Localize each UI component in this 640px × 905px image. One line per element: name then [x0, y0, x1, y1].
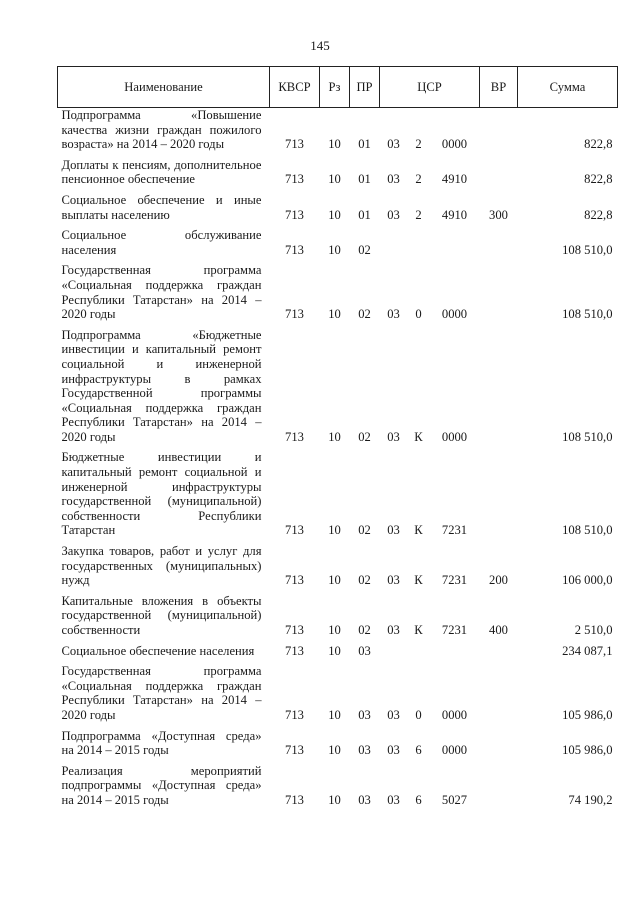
cell-vr [480, 263, 518, 327]
table-row [58, 263, 618, 327]
cell-pr: 02 [358, 307, 371, 322]
cell-kvsr: 713 [285, 429, 304, 444]
cell-name: Государственная программа «Социальная поддержка граждан Республики Татарстан» на 2014 – 2020 годы [61, 263, 262, 322]
cell-pr: 02 [358, 523, 371, 538]
cell-csr-program: 03 [387, 523, 400, 538]
cell-kvsr: 713 [285, 523, 304, 538]
cell-csr-subprogram: 2 [415, 172, 422, 187]
cell-pr: 03 [358, 707, 371, 722]
cell-vr [480, 328, 518, 451]
cell-rz: 10 [328, 623, 341, 637]
header-csr: ЦСР [380, 67, 480, 108]
cell-vr [480, 108, 518, 158]
cell-csr-direction: 7231 [441, 523, 468, 538]
cell-rz: 10 [328, 242, 341, 257]
cell-sum: 234 087,1 [562, 643, 613, 658]
cell-csr-subprogram: 6 [415, 792, 422, 807]
table-row [58, 764, 618, 814]
cell-pr: 01 [358, 137, 371, 152]
cell-csr-direction: 4910 [441, 207, 468, 222]
cell-kvsr: 713 [285, 242, 304, 257]
cell-kvsr: 713 [285, 137, 304, 152]
cell-vr: 400 [489, 623, 508, 637]
cell-csr-direction: 0000 [441, 743, 468, 758]
cell-vr [480, 228, 518, 263]
cell-name: Подпрограмма «Доступная среда» на 2014 – 2015 годы [61, 728, 262, 758]
cell-sum: 108 510,0 [562, 429, 613, 444]
cell-rz: 10 [328, 207, 341, 222]
table-row [58, 228, 618, 263]
cell-vr [480, 729, 518, 764]
cell-name: Реализация мероприятий подпрограммы «Доступная среда» на 2014 – 2015 годы [61, 763, 262, 807]
cell-vr [480, 764, 518, 814]
cell-pr: 01 [358, 207, 371, 222]
cell-sum: 108 510,0 [562, 242, 613, 257]
cell-name: Капитальные вложения в объекты государственной (муниципальной) собственности [61, 593, 262, 637]
cell-csr-subprogram: К [414, 429, 423, 444]
table-row [58, 644, 618, 665]
header-name: Наименование [58, 67, 270, 108]
cell-pr: 03 [358, 643, 371, 658]
cell-name: Социальное обслуживание населения [61, 228, 262, 257]
cell-pr: 03 [358, 792, 371, 807]
cell-csr-direction: 7231 [441, 623, 468, 637]
cell-csr-subprogram [408, 228, 430, 263]
cell-csr-program: 03 [387, 707, 400, 722]
cell-name: Социальное обеспечение и иные выплаты населению [61, 192, 262, 222]
cell-name: Доплаты к пенсиям, дополнительное пенсионное обеспечение [61, 157, 262, 187]
table-row [58, 193, 618, 228]
cell-rz: 10 [328, 792, 341, 807]
cell-name: Подпрограмма «Бюджетные инвестиции и капитальный ремонт социальной и инженерной инфраструктуры в рамках Государственной программы «Социальная поддержка граждан Республики Татарстан» на 2014 – 2020 годы [61, 327, 262, 444]
table-row [58, 158, 618, 193]
header-pr: ПР [350, 67, 380, 108]
cell-csr-program: 03 [387, 743, 400, 758]
cell-rz: 10 [328, 429, 341, 444]
cell-csr-program: 03 [387, 172, 400, 187]
cell-csr-direction: 0000 [441, 707, 468, 722]
cell-rz: 10 [328, 573, 341, 588]
cell-kvsr: 713 [285, 307, 304, 322]
cell-sum: 822,8 [584, 137, 613, 152]
cell-sum: 822,8 [584, 172, 613, 187]
cell-csr-direction: 4910 [441, 172, 468, 187]
table-row [58, 108, 618, 158]
cell-csr-direction: 0000 [441, 307, 468, 322]
cell-pr: 02 [358, 242, 371, 257]
cell-pr: 03 [358, 743, 371, 758]
cell-sum: 106 000,0 [562, 573, 613, 588]
cell-csr-direction: 5027 [441, 792, 468, 807]
cell-csr-program: 03 [387, 429, 400, 444]
cell-sum: 105 986,0 [562, 743, 613, 758]
cell-csr-subprogram: 0 [415, 707, 422, 722]
cell-kvsr: 713 [285, 643, 304, 658]
cell-csr-subprogram: К [414, 523, 423, 538]
cell-csr-direction [430, 644, 480, 665]
cell-csr-subprogram: 2 [415, 137, 422, 152]
header-kvsr: КВСР [270, 67, 320, 108]
table-row [58, 664, 618, 728]
cell-csr-program: 03 [387, 623, 400, 637]
cell-sum: 822,8 [584, 207, 613, 222]
cell-name: Социальное обеспечение населения [61, 643, 255, 658]
cell-sum: 74 190,2 [568, 792, 613, 807]
cell-rz: 10 [328, 137, 341, 152]
cell-pr: 02 [358, 623, 371, 637]
cell-csr-direction: 0000 [441, 137, 468, 152]
cell-vr [480, 664, 518, 728]
cell-vr [480, 158, 518, 193]
cell-sum: 2 510,0 [574, 623, 613, 637]
cell-kvsr: 713 [285, 743, 304, 758]
header-rz: Рз [320, 67, 350, 108]
cell-sum: 108 510,0 [562, 523, 613, 538]
cell-rz: 10 [328, 743, 341, 758]
cell-vr [480, 644, 518, 665]
cell-kvsr: 713 [285, 172, 304, 187]
cell-name: Бюджетные инвестиции и капитальный ремонт социальной и инженерной инфраструктуры государственной (муниципальной) собственности Республики Татарстан [61, 450, 262, 538]
cell-name: Государственная программа «Социальная поддержка граждан Республики Татарстан» на 2014 – 2020 годы [61, 664, 262, 722]
cell-kvsr: 713 [285, 573, 304, 588]
cell-vr: 200 [489, 573, 508, 588]
cell-csr-subprogram: 6 [415, 743, 422, 758]
table-row [58, 729, 618, 764]
cell-name: Закупка товаров, работ и услуг для государственных (муниципальных) нужд [61, 544, 262, 588]
cell-csr-program: 03 [387, 207, 400, 222]
table-row [58, 544, 618, 594]
page-number: 145 [310, 38, 330, 53]
cell-csr-subprogram: К [414, 623, 423, 637]
table-row [58, 328, 618, 451]
cell-csr-subprogram [408, 644, 430, 665]
cell-rz: 10 [328, 172, 341, 187]
cell-csr-program [380, 644, 408, 665]
cell-csr-subprogram: К [414, 573, 423, 588]
cell-csr-program: 03 [387, 573, 400, 588]
cell-kvsr: 713 [285, 207, 304, 222]
header-vr: ВР [480, 67, 518, 108]
cell-sum: 108 510,0 [562, 307, 613, 322]
cell-csr-direction [430, 228, 480, 263]
cell-rz: 10 [328, 707, 341, 722]
cell-kvsr: 713 [285, 707, 304, 722]
cell-rz: 10 [328, 523, 341, 538]
cell-vr [480, 450, 518, 544]
cell-rz: 10 [328, 307, 341, 322]
cell-pr: 02 [358, 429, 371, 444]
cell-kvsr: 713 [285, 792, 304, 807]
budget-table [57, 66, 618, 814]
cell-rz: 10 [328, 643, 341, 658]
cell-csr-program [380, 228, 408, 263]
table-row [58, 450, 618, 544]
cell-csr-subprogram: 2 [415, 207, 422, 222]
cell-name: Подпрограмма «Повышение качества жизни граждан пожилого возраста» на 2014 – 2020 годы [61, 108, 262, 152]
cell-pr: 02 [358, 573, 371, 588]
cell-kvsr: 713 [285, 623, 304, 637]
cell-csr-program: 03 [387, 307, 400, 322]
cell-csr-direction: 7231 [441, 573, 468, 588]
cell-sum: 105 986,0 [562, 707, 613, 722]
cell-csr-program: 03 [387, 792, 400, 807]
cell-csr-subprogram: 0 [415, 307, 422, 322]
cell-vr: 300 [489, 207, 508, 222]
cell-csr-direction: 0000 [441, 429, 468, 444]
cell-csr-program: 03 [387, 137, 400, 152]
header-sum: Сумма [518, 67, 618, 108]
table-row [58, 594, 618, 644]
table-header-row [58, 67, 618, 108]
cell-pr: 01 [358, 172, 371, 187]
